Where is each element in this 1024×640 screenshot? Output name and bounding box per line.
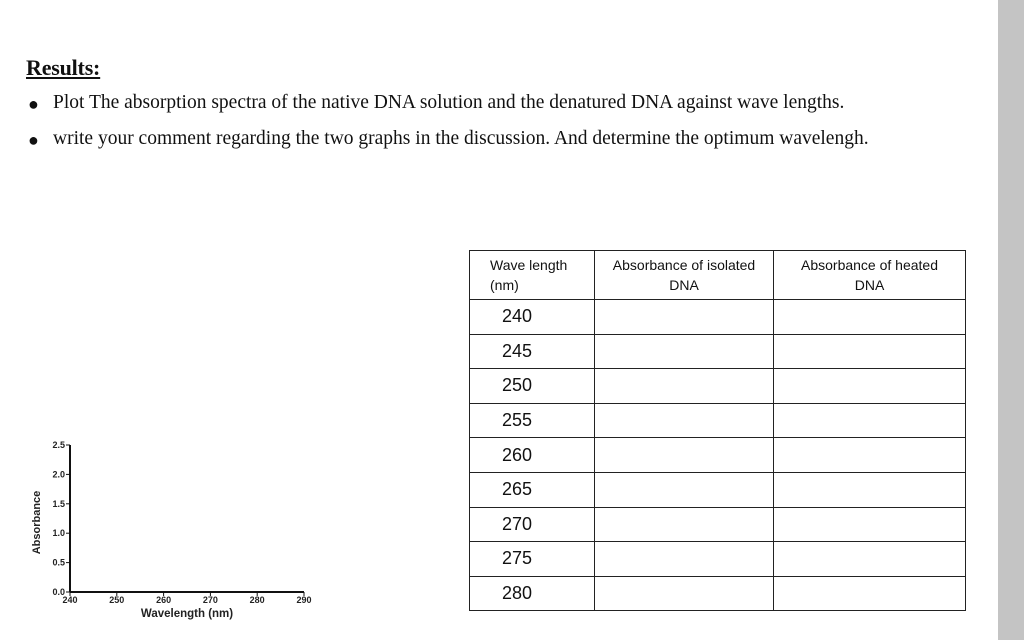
absorbance-chart [28,436,328,632]
isolated-dna-cell [595,300,774,335]
header-text: Absorbance of heated [801,257,938,273]
header-text: DNA [854,277,885,293]
header-isolated-dna [595,251,774,300]
x-tick-label: 270 [202,595,218,605]
wavelength-cell: 270 [470,507,595,542]
heated-dna-cell [774,334,966,369]
table-body [470,300,966,611]
wavelength-cell: 245 [470,334,595,369]
y-tick-label: 1.5 [52,498,65,509]
instruction-list [26,92,986,164]
bullet-icon: ● [28,130,39,150]
table-row [470,334,966,369]
x-tick-label: 240 [62,595,78,605]
header-text: (nm) [490,277,519,293]
wavelength-cell: 280 [470,576,595,611]
heated-dna-cell [774,472,966,507]
table-header-row [470,251,966,300]
isolated-dna-cell [595,472,774,507]
absorbance-table [469,250,966,611]
heated-dna-cell [774,507,966,542]
heated-dna-cell [774,403,966,438]
bullet-icon: ● [28,94,39,114]
table-row [470,369,966,404]
isolated-dna-cell [595,576,774,611]
y-tick-label: 0.0 [52,587,65,597]
heated-dna-cell [774,438,966,473]
y-tick-label: 2.5 [52,440,65,450]
table-row [470,438,966,473]
results-heading: Results: [26,55,101,80]
header-text: Absorbance of isolated [612,257,756,273]
y-tick-label: 2.0 [52,469,65,480]
table-row [470,576,966,611]
right-edge-bar [998,0,1024,640]
heated-dna-cell [774,369,966,404]
wavelength-cell: 265 [470,472,595,507]
header-heated-dna [774,251,966,300]
heated-dna-cell [774,576,966,611]
x-axis-label: Wavelength (nm) [140,608,234,620]
x-tick-label: 260 [156,595,172,605]
wavelength-cell: 250 [470,369,595,404]
header-wavelength [470,251,595,300]
table-row [470,403,966,438]
x-tick-label: 290 [296,595,312,605]
isolated-dna-cell [595,507,774,542]
y-tick-label: 0.5 [52,557,65,568]
x-tick-label: 250 [109,595,125,605]
instruction-item [26,128,986,164]
isolated-dna-cell [595,438,774,473]
heated-dna-cell [774,300,966,335]
table-row [470,542,966,577]
absorbance-table-container [469,250,966,611]
instruction-text: Plot The absorption spectra of the native DNA solution and the denatured DNA against wave lengths. [53,92,845,113]
heated-dna-cell [774,542,966,577]
isolated-dna-cell [595,403,774,438]
table-row [470,300,966,335]
table-row [470,507,966,542]
x-tick-label: 280 [249,595,265,605]
y-axis-label: Absorbance [31,490,43,555]
instruction-text: write your comment regarding the two graphs in the discussion. And determine the optimum wavelengh. [53,128,869,149]
y-tick-label: 1.0 [52,528,65,539]
wavelength-cell: 255 [470,403,595,438]
isolated-dna-cell [595,542,774,577]
wavelength-cell: 240 [470,300,595,335]
wavelength-cell: 275 [470,542,595,577]
header-text: Wave length [490,257,568,273]
header-text: DNA [669,277,699,293]
isolated-dna-cell [595,369,774,404]
wavelength-cell: 260 [470,438,595,473]
table-row [470,472,966,507]
isolated-dna-cell [595,334,774,369]
instruction-item [26,92,986,128]
